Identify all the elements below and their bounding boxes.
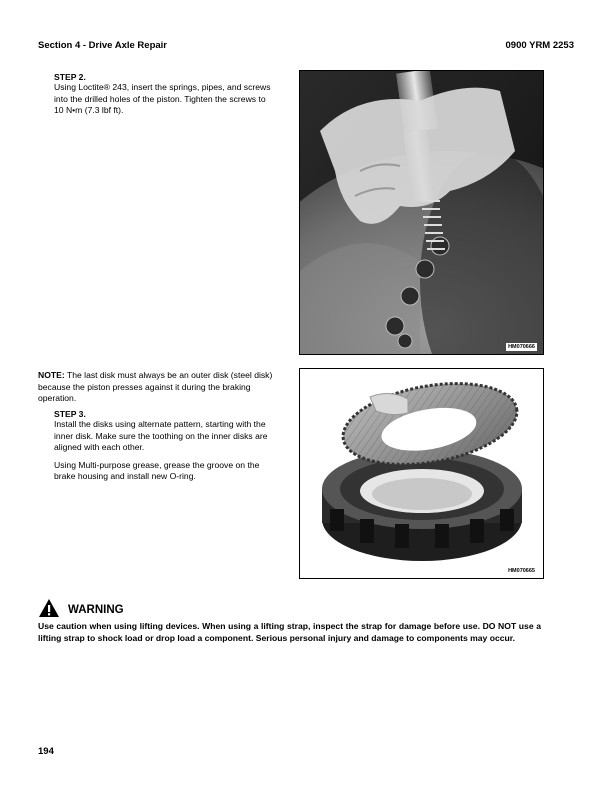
note-text: The last disk must always be an outer disk (steel disk) because the piston presses against it during the braking operation. bbox=[38, 370, 273, 404]
step2-title: STEP 2. bbox=[54, 72, 86, 82]
section-header: Section 4 - Drive Axle Repair bbox=[38, 40, 168, 51]
figure2-label: HM070665 bbox=[508, 568, 535, 574]
photo-piston-screw-image bbox=[300, 71, 543, 354]
step3-text-2: Using Multi-purpose grease, grease the groove on the brake housing and install new O-ring. bbox=[54, 459, 260, 482]
note-block bbox=[38, 370, 278, 405]
step3-text-1: Install the disks using alternate pattern, starting with the inner disk. Make sure the toothing on the inner disks are aligned with each other. bbox=[54, 419, 268, 453]
warning-triangle-icon bbox=[38, 598, 60, 618]
step3-block bbox=[54, 409, 276, 483]
note-label: NOTE: bbox=[38, 370, 65, 380]
photo-brake-disk-image bbox=[300, 369, 543, 578]
step3-title: STEP 3. bbox=[54, 409, 86, 419]
step2-text: Using Loctite® 243, insert the springs, pipes, and screws into the drilled holes of the piston. Tighten the screws to 10 N•m (7.3 lbf ft). bbox=[54, 82, 271, 116]
document-number: 0900 YRM 2253 bbox=[505, 40, 574, 51]
step2-block bbox=[54, 72, 276, 117]
photo-piston-screw-install bbox=[299, 70, 544, 355]
figure1-label: HM070666 bbox=[508, 344, 535, 350]
warning-title: WARNING bbox=[68, 604, 124, 616]
page-number: 194 bbox=[38, 746, 54, 757]
warning-text: Use caution when using lifting devices. When using a lifting strap, inspect the strap for damage before use. DO NOT use a lifting strap to shock load or drop load a component. Serious personal injury and damage to components may occur. bbox=[38, 621, 541, 643]
photo-brake-disk-install bbox=[299, 368, 544, 579]
